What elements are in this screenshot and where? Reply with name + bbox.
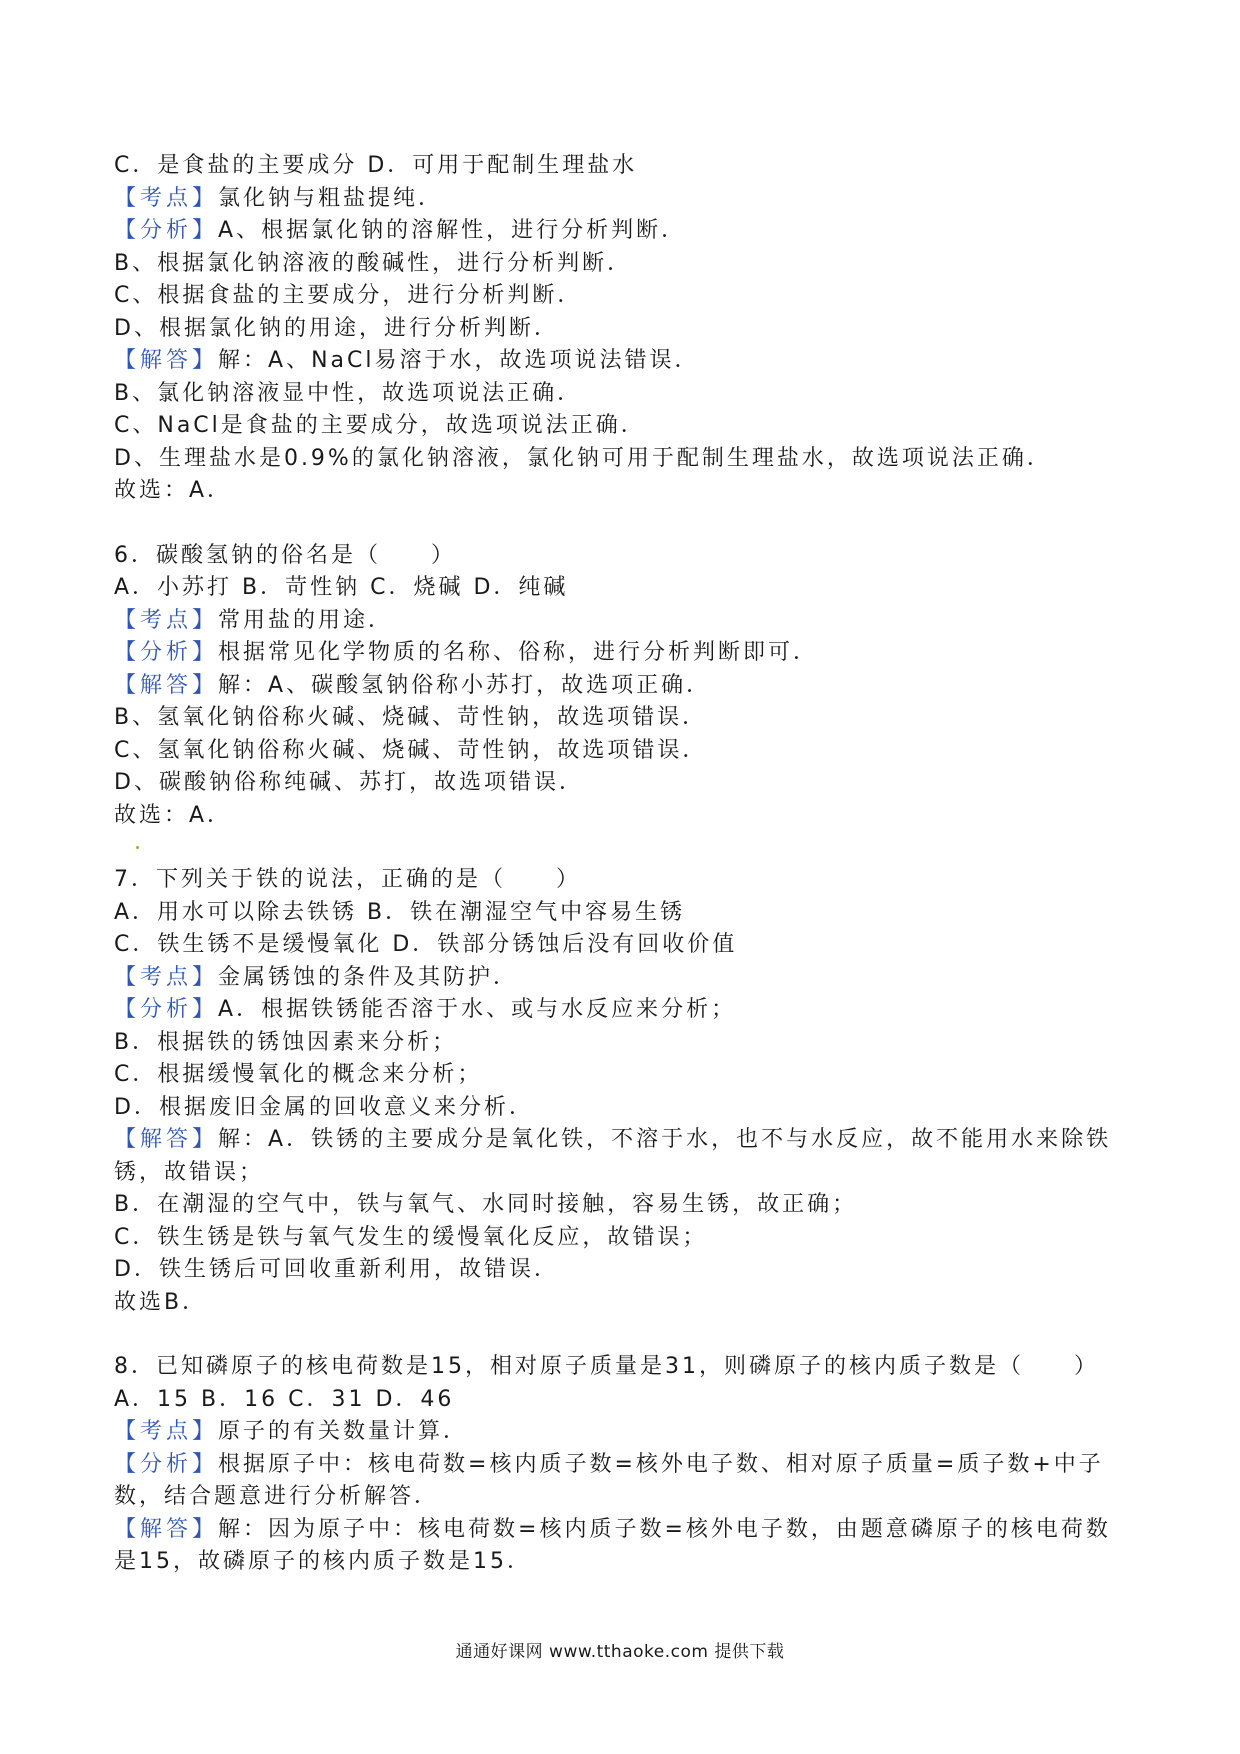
jieda-tag: 【解答】: [114, 1127, 219, 1152]
fenxi-tag: 【分析】: [114, 997, 219, 1022]
q7-jieda-line: [114, 1124, 1134, 1189]
q6-fenxi: 根据常见化学物质的名称、俗称，进行分析判断即可．: [218, 640, 819, 665]
q8-kaodian: 原子的有关数量计算．: [218, 1419, 469, 1444]
q8-kaodian-line: [114, 1416, 1134, 1449]
q7-fenxi-c: C．根据缓慢氧化的概念来分析；: [114, 1062, 483, 1087]
q7-kaodian-line: [114, 962, 1134, 995]
kaodian-tag: 【考点】: [114, 1419, 219, 1444]
q7-jieda-a: 解：A．铁锈的主要成分是氧化铁，不溶于水，也不与水反应，故不能用水来除铁锈，故错误；: [114, 1127, 1112, 1185]
spacer: [114, 832, 1134, 864]
q6-jieda-d: D、碳酸钠俗称纯碱、苏打，故选项错误．: [114, 770, 584, 795]
q8-stem: 8．已知磷原子的核电荷数是15，相对原子质量是31，则磷原子的核内质子数是（ ）: [114, 1354, 1099, 1379]
q7-jieda-c: C．铁生锈是铁与氧气发生的缓慢氧化反应，故错误；: [114, 1224, 708, 1250]
q5-fenxi-b: B、根据氯化钠溶液的酸碱性，进行分析判断．: [114, 250, 633, 276]
q7-stem: 7．下列关于铁的说法，正确的是（ ）: [114, 867, 581, 892]
stray-dot: [136, 846, 139, 849]
q8-fenxi-line: [114, 1449, 1134, 1514]
q7-fenxi-a: A．根据铁锈能否溶于水、或与水反应来分析；: [218, 997, 737, 1022]
fenxi-tag: 【分析】: [114, 218, 219, 243]
q6-jieda-line: [114, 670, 1134, 703]
q6-fenxi-line: [114, 637, 1134, 670]
page-footer: 通通好课网 www.tthaoke.com 提供下载: [455, 1642, 785, 1662]
q7-kaodian: 金属锈蚀的条件及其防护．: [218, 964, 519, 990]
q7-options-cd: C．铁生锈不是缓慢氧化 D．铁部分锈蚀后没有回收价值: [114, 932, 738, 957]
jieda-tag: 【解答】: [114, 348, 219, 373]
q6-options: A．小苏打 B．苛性钠 C．烧碱 D．纯碱: [114, 575, 569, 600]
q6-kaodian-line: [114, 605, 1134, 638]
kaodian-tag: 【考点】: [114, 964, 219, 990]
q5-fenxi-line: [114, 215, 1134, 248]
q5-jieda-line: [114, 345, 1134, 378]
q5-jieda-c: C、NaCl是食盐的主要成分，故选项说法正确．: [114, 413, 646, 438]
q5-options-cd: C．是食盐的主要成分 D．可用于配制生理盐水: [114, 153, 638, 178]
q7-jieda-b: B．在潮湿的空气中，铁与氧气、水同时接触，容易生锈，故正确；: [114, 1192, 858, 1217]
q5-fenxi-a: A、根据氯化钠的溶解性，进行分析判断．: [218, 218, 687, 243]
fenxi-tag: 【分析】: [114, 640, 219, 665]
jieda-tag: 【解答】: [114, 1516, 219, 1542]
q6-jieda-a: 解：A、碳酸氢钠俗称小苏打，故选项正确．: [218, 672, 712, 698]
q7-fenxi-b: B．根据铁的锈蚀因素来分析；: [114, 1029, 458, 1055]
kaodian-tag: 【考点】: [114, 185, 219, 211]
q8-fenxi: 根据原子中：核电荷数=核内质子数=核外电子数、相对原子质量=质子数+中子数，结合题意进行分析解答．: [114, 1451, 1104, 1509]
q6-jieda-b: B、氢氧化钠俗称火碱、烧碱、苛性钠，故选项错误．: [114, 705, 708, 730]
q8-jieda-line: [114, 1514, 1134, 1579]
q5-jieda-b: B、氯化钠溶液显中性，故选项说法正确．: [114, 380, 583, 406]
q7-options-ab: A．用水可以除去铁锈 B．铁在潮湿空气中容易生锈: [114, 899, 686, 925]
spacer: [114, 1319, 1134, 1351]
q8-jieda: 解：因为原子中：核电荷数=核内质子数=核外电子数，由题意磷原子的核电荷数是15，故磷原子的核内质子数是15．: [114, 1516, 1111, 1574]
q7-answer: 故选B．: [114, 1289, 208, 1315]
q8-options: A．15 B．16 C．31 D．46: [114, 1386, 455, 1412]
q5-jieda-a: 解：A、NaCl易溶于水，故选项说法错误．: [218, 348, 700, 373]
kaodian-tag: 【考点】: [114, 607, 219, 633]
q5-answer: 故选：A．: [114, 478, 233, 503]
q6-jieda-c: C、氢氧化钠俗称火碱、烧碱、苛性钠，故选项错误．: [114, 737, 708, 763]
q6-stem: 6．碳酸氢钠的俗名是（ ）: [114, 542, 456, 568]
page-content: [114, 150, 1134, 1579]
spacer: [114, 508, 1134, 540]
q7-fenxi-d: D．根据废旧金属的回收意义来分析．: [114, 1094, 534, 1120]
q6-kaodian: 常用盐的用途．: [218, 607, 394, 633]
q7-fenxi-line: [114, 994, 1134, 1027]
q5-kaodian: 氯化钠与粗盐提纯．: [218, 185, 444, 211]
q7-jieda-d: D．铁生锈后可回收重新利用，故错误．: [114, 1257, 559, 1282]
q5-fenxi-d: D、根据氯化钠的用途，进行分析判断．: [114, 315, 559, 341]
jieda-tag: 【解答】: [114, 672, 219, 698]
fenxi-tag: 【分析】: [114, 1451, 219, 1477]
q6-answer: 故选：A．: [114, 802, 233, 828]
q5-fenxi-c: C、根据食盐的主要成分，进行分析判断．: [114, 283, 583, 308]
q5-kaodian-line: [114, 183, 1134, 216]
q5-jieda-d: D、生理盐水是0.9%的氯化钠溶液，氯化钠可用于配制生理盐水，故选项说法正确．: [114, 445, 1052, 471]
